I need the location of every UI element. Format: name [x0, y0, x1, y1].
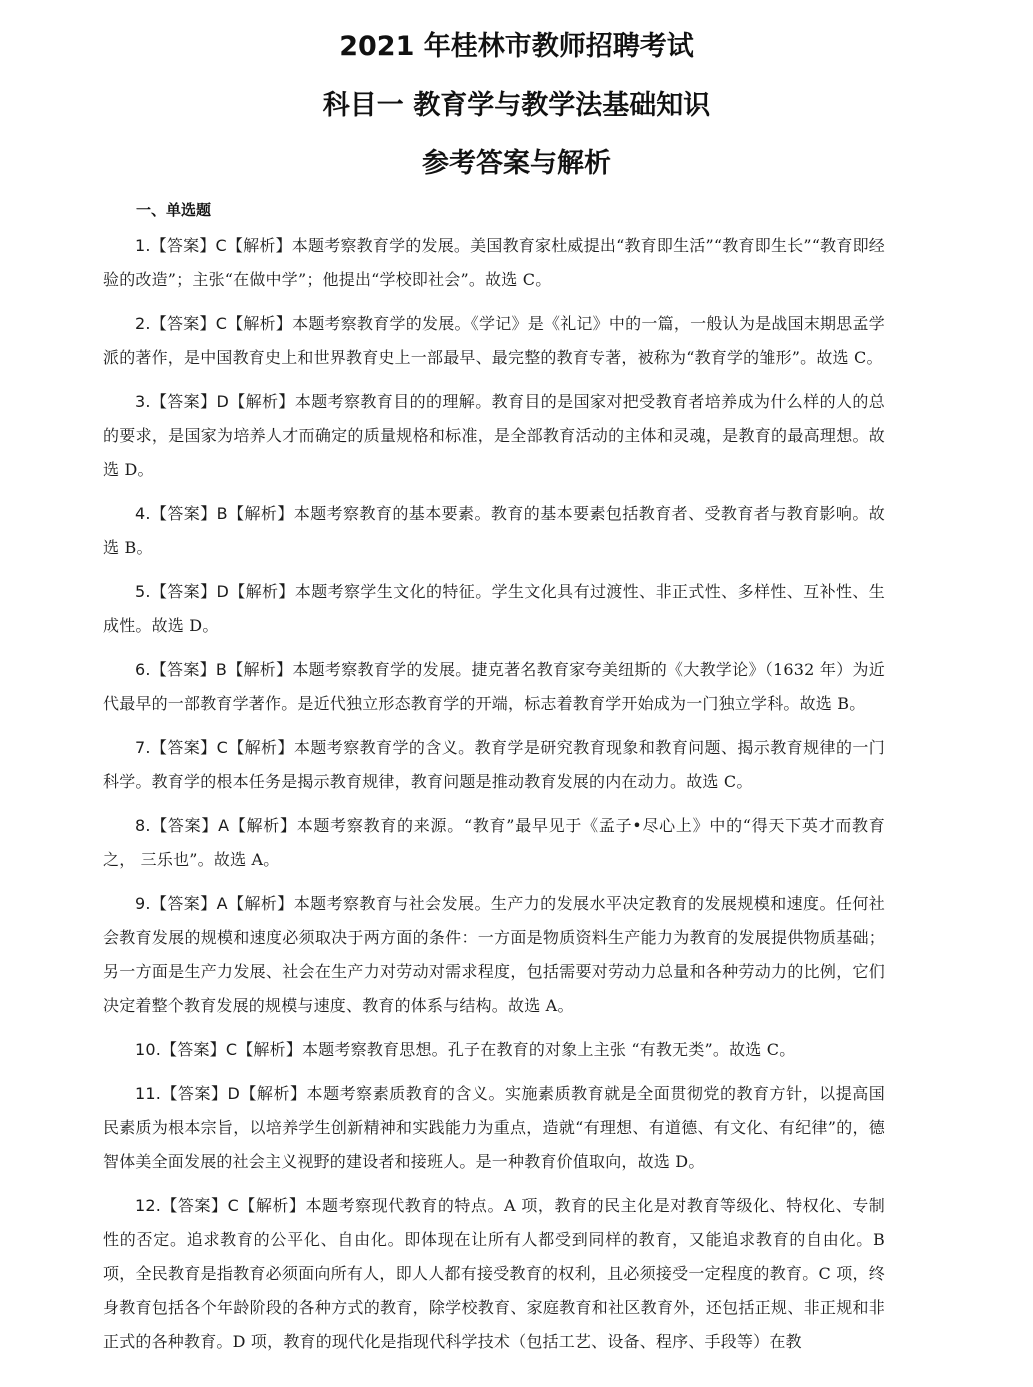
analysis-text: 本题考察学生文化的特征。学生文化具有过渡性、非正式性、多样性、互补性、生成性。故选 D。 [103, 582, 885, 635]
answer-letter: C [225, 1040, 238, 1059]
question-number: 5. [135, 582, 151, 601]
answer-item [103, 1189, 885, 1359]
question-number: 6. [135, 660, 151, 679]
analysis-text: 本题考察教育学的发展。美国教育家杜威提出“教育即生活”“教育即生长”“教育即经验的改造”；主张“在做中学”；他提出“学校即社会”。故选 C。 [103, 236, 885, 289]
answer-tag: 【答案】 [150, 314, 216, 333]
answer-tag: 【答案】 [161, 1084, 228, 1103]
answer-letter: D [216, 582, 229, 601]
answer-item [103, 385, 885, 487]
question-number: 7. [135, 738, 151, 757]
answer-item [103, 307, 885, 375]
answer-item [103, 229, 885, 297]
answer-tag: 【答案】 [150, 816, 219, 835]
answer-item [103, 887, 885, 1023]
question-number: 3. [135, 392, 151, 411]
answer-letter: B [216, 504, 228, 523]
answer-tag: 【答案】 [161, 1196, 228, 1215]
question-number: 1. [135, 236, 151, 255]
section-heading-single-choice: 一、单选题 [136, 201, 212, 219]
answer-item [103, 809, 885, 877]
answer-tag: 【答案】 [150, 738, 217, 757]
question-number: 11. [135, 1084, 162, 1103]
analysis-text: 本题考察素质教育的含义。实施素质教育就是全面贯彻党的教育方针，以提高国民素质为根本宗旨，以培养学生创新精神和实践能力为重点，造就“有理想、有道德、有文化、有纪律”的，德智体美全面发展的社会主义视野的建设者和接班人。是一种教育价值取向，故选 D。 [103, 1084, 885, 1171]
question-number: 9. [135, 894, 151, 913]
analysis-tag: 【解析】 [226, 236, 292, 255]
analysis-tag: 【解析】 [227, 504, 294, 523]
analysis-text: 本题考察教育目的的理解。教育目的是国家对把受教育者培养成为什么样的人的总的要求，是国家为培养人才而确定的质量规格和标准，是全部教育活动的主体和灵魂，是教育的最高理想。故选 D。 [103, 392, 885, 479]
analysis-text: 本题考察教育学的发展。《学记》是《礼记》中的一篇，一般认为是战国末期思孟学派的著作，是中国教育史上和世界教育史上一部最早、最完整的教育专著，被称为“教育学的雏形”。故选 C。 [103, 314, 885, 367]
answer-item [103, 1077, 885, 1179]
answer-key-title: 参考答案与解析 [422, 148, 611, 179]
answer-letter: C [216, 738, 228, 757]
analysis-tag: 【解析】 [229, 392, 295, 411]
analysis-text: 本题考察现代教育的特点。A 项，教育的民主化是对教育等级化、特权化、专制性的否定。追求教育的公平化、自由化。即体现在让所有人都受到同样的教育，又能追求教育的自由化。B 项，全民教育是指教育必须面向所有人，即人人都有接受教育的权利，且必须接受一定程度的教育。C 项，终身教育包括各个年龄阶段的各种方式的教育，除学校教育、家庭教育和社区教育外，还包括正规、非正规和非正式的各种教育。D 项，教育的现代化是指现代科学技术（包括工艺、设备、程序、手段等）在教 [103, 1196, 886, 1351]
analysis-text: 本题考察教育的基本要素。教育的基本要素包括教育者、受教育者与教育影响。故选 B。 [103, 504, 885, 557]
analysis-tag: 【解析】 [227, 738, 294, 757]
answer-letter: A [216, 894, 228, 913]
answer-tag: 【答案】 [150, 660, 216, 679]
question-number: 10. [135, 1040, 162, 1059]
answer-item [103, 497, 885, 565]
analysis-tag: 【解析】 [238, 1196, 306, 1215]
subject-title: 科目一 教育学与教学法基础知识 [322, 90, 711, 121]
analysis-text: 本题考察教育学的发展。捷克著名教育家夸美纽斯的《大教学论》（1632 年）为近代最早的一部教育学著作。是近代独立形态教育学的开端，标志着教育学开始成为一门独立学科。故选 B。 [103, 660, 885, 713]
analysis-tag: 【解析】 [229, 582, 295, 601]
analysis-tag: 【解析】 [227, 314, 293, 333]
exam-title: 2021 年桂林市教师招聘考试 [339, 31, 694, 62]
answer-item [103, 731, 885, 799]
answer-tag: 【答案】 [150, 504, 217, 523]
answer-letter: D [227, 1084, 241, 1103]
question-number: 8. [135, 816, 151, 835]
answer-letter: D [216, 392, 229, 411]
analysis-tag: 【解析】 [227, 894, 294, 913]
analysis-text: 本题考察教育思想。孔子在教育的对象上主张 “有教无类”。故选 C。 [302, 1040, 796, 1059]
analysis-text: 本题考察教育的来源。“教育”最早见于《孟子•尽心上》中的“得天下英才而教育之， 三乐也”。故选 A。 [103, 816, 885, 869]
analysis-tag: 【解析】 [240, 1084, 307, 1103]
answer-tag: 【答案】 [150, 582, 217, 601]
analysis-tag: 【解析】 [237, 1040, 303, 1059]
answer-tag: 【答案】 [150, 894, 217, 913]
answer-list [103, 229, 885, 1369]
answer-item [103, 575, 885, 643]
analysis-tag: 【解析】 [227, 660, 293, 679]
analysis-tag: 【解析】 [229, 816, 297, 835]
answer-item [103, 653, 885, 721]
answer-letter: C [227, 1196, 239, 1215]
answer-letter: B [215, 660, 228, 679]
question-number: 12. [135, 1196, 162, 1215]
question-number: 4. [135, 504, 151, 523]
answer-letter: A [218, 816, 230, 835]
answer-tag: 【答案】 [150, 392, 217, 411]
answer-tag: 【答案】 [150, 236, 216, 255]
answer-tag: 【答案】 [161, 1040, 226, 1059]
analysis-text: 本题考察教育与社会发展。生产力的发展水平决定教育的发展规模和速度。任何社会教育发展的规模和速度必须取决于两方面的条件：一方面是物质资料生产能力为教育的发展提供物质基础；另一方面是生产力发展、社会在生产力对劳动对需求程度，包括需要对劳动力总量和各种劳动力的比例，它们决定着整个教育发展的规模与速度、教育的体系与结构。故选 A。 [103, 894, 885, 1015]
question-number: 2. [135, 314, 151, 333]
answer-item [103, 1033, 885, 1067]
answer-letter: C [215, 314, 228, 333]
analysis-text: 本题考察教育学的含义。教育学是研究教育现象和教育问题、揭示教育规律的一门科学。教育学的根本任务是揭示教育规律，教育问题是推动教育发展的内在动力。故选 C。 [103, 738, 885, 791]
answer-letter: C [215, 236, 227, 255]
